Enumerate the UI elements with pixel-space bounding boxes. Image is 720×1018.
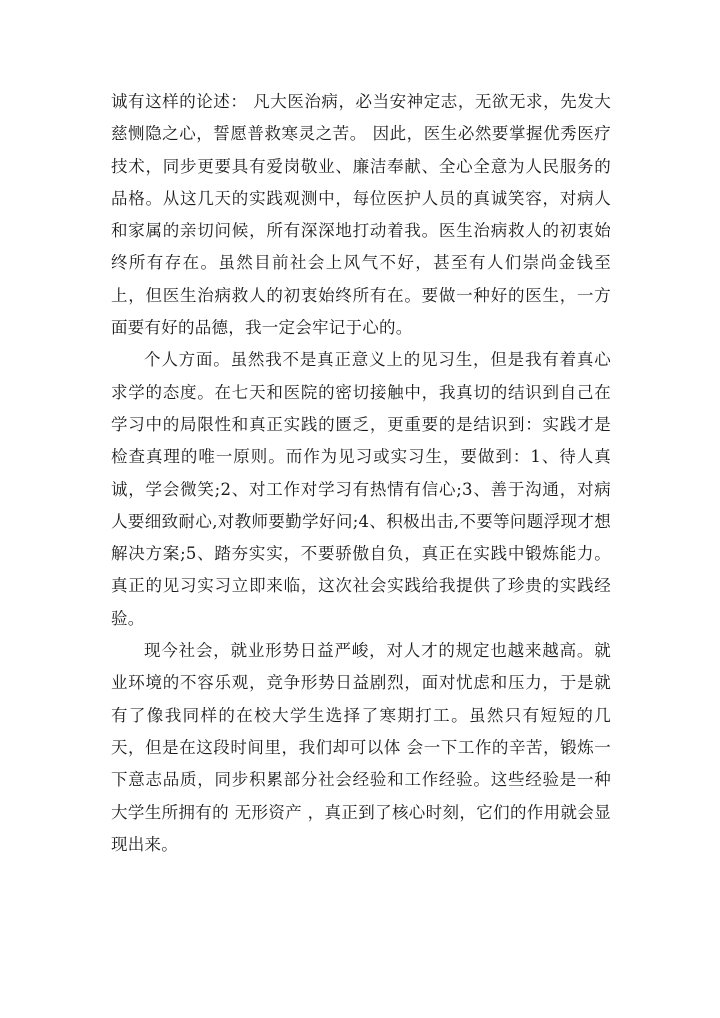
paragraph-2: 个人方面。虽然我不是真正意义上的见习生，但是我有着真心求学的态度。在七天和医院的密切接触中，我真切的结识到自己在学习中的局限性和真正实践的匮乏，更重要的是结识到：实践才是检查真理的唯一原则。而作为见习或实习生，要做到：1、待人真诚，学会微笑;2、对工作对学习有热情有信心;3、善于沟通，对病人要细致耐心,对教师要勤学好问;4、积极出击,不要等问题浮现才想解决方案;5、踏夯实实，不要骄傲自负，真正在实践中锻炼能力。真正的见习实习立即来临，这次社会实践给我提供了珍贵的实践经验。	[111, 350, 611, 628]
document-body	[111, 86, 611, 861]
paragraph-1: 诚有这样的论述： 凡大医治病，必当安神定志，无欲无求，先发大慈恻隐之心，誓愿普救寒灵之苦。 因此，医生必然要掌握优秀医疗技术，同步更要具有爱岗敬业、廉洁奉献、全心全意为人民服务的品格。从这几天的实践观测中，每位医护人员的真诚笑容，对病人和家属的亲切问候，所有深深地打动着我。医生治病救人的初衷始终所有存在。虽然目前社会上风气不好，甚至有人们崇尚金钱至上，但医生治病救人的初衷始终所有在。要做一种好的医生，一方面要有好的品德，我一定会牢记于心的。	[111, 92, 611, 338]
paragraph-3: 现今社会，就业形势日益严峻，对人才的规定也越来越高。就业环境的不容乐观，竞争形势日益剧烈，面对忧虑和压力，于是就有了像我同样的在校大学生选择了寒期打工。虽然只有短短的几天，但是在这段时间里，我们却可以体 会一下工作的辛苦，锻炼一下意志品质，同步积累部分社会经验和工作经验。这些经验是一种大学生所拥有的 无形资产 ，真正到了核心时刻，它们的作用就会显现出来。	[111, 641, 611, 854]
